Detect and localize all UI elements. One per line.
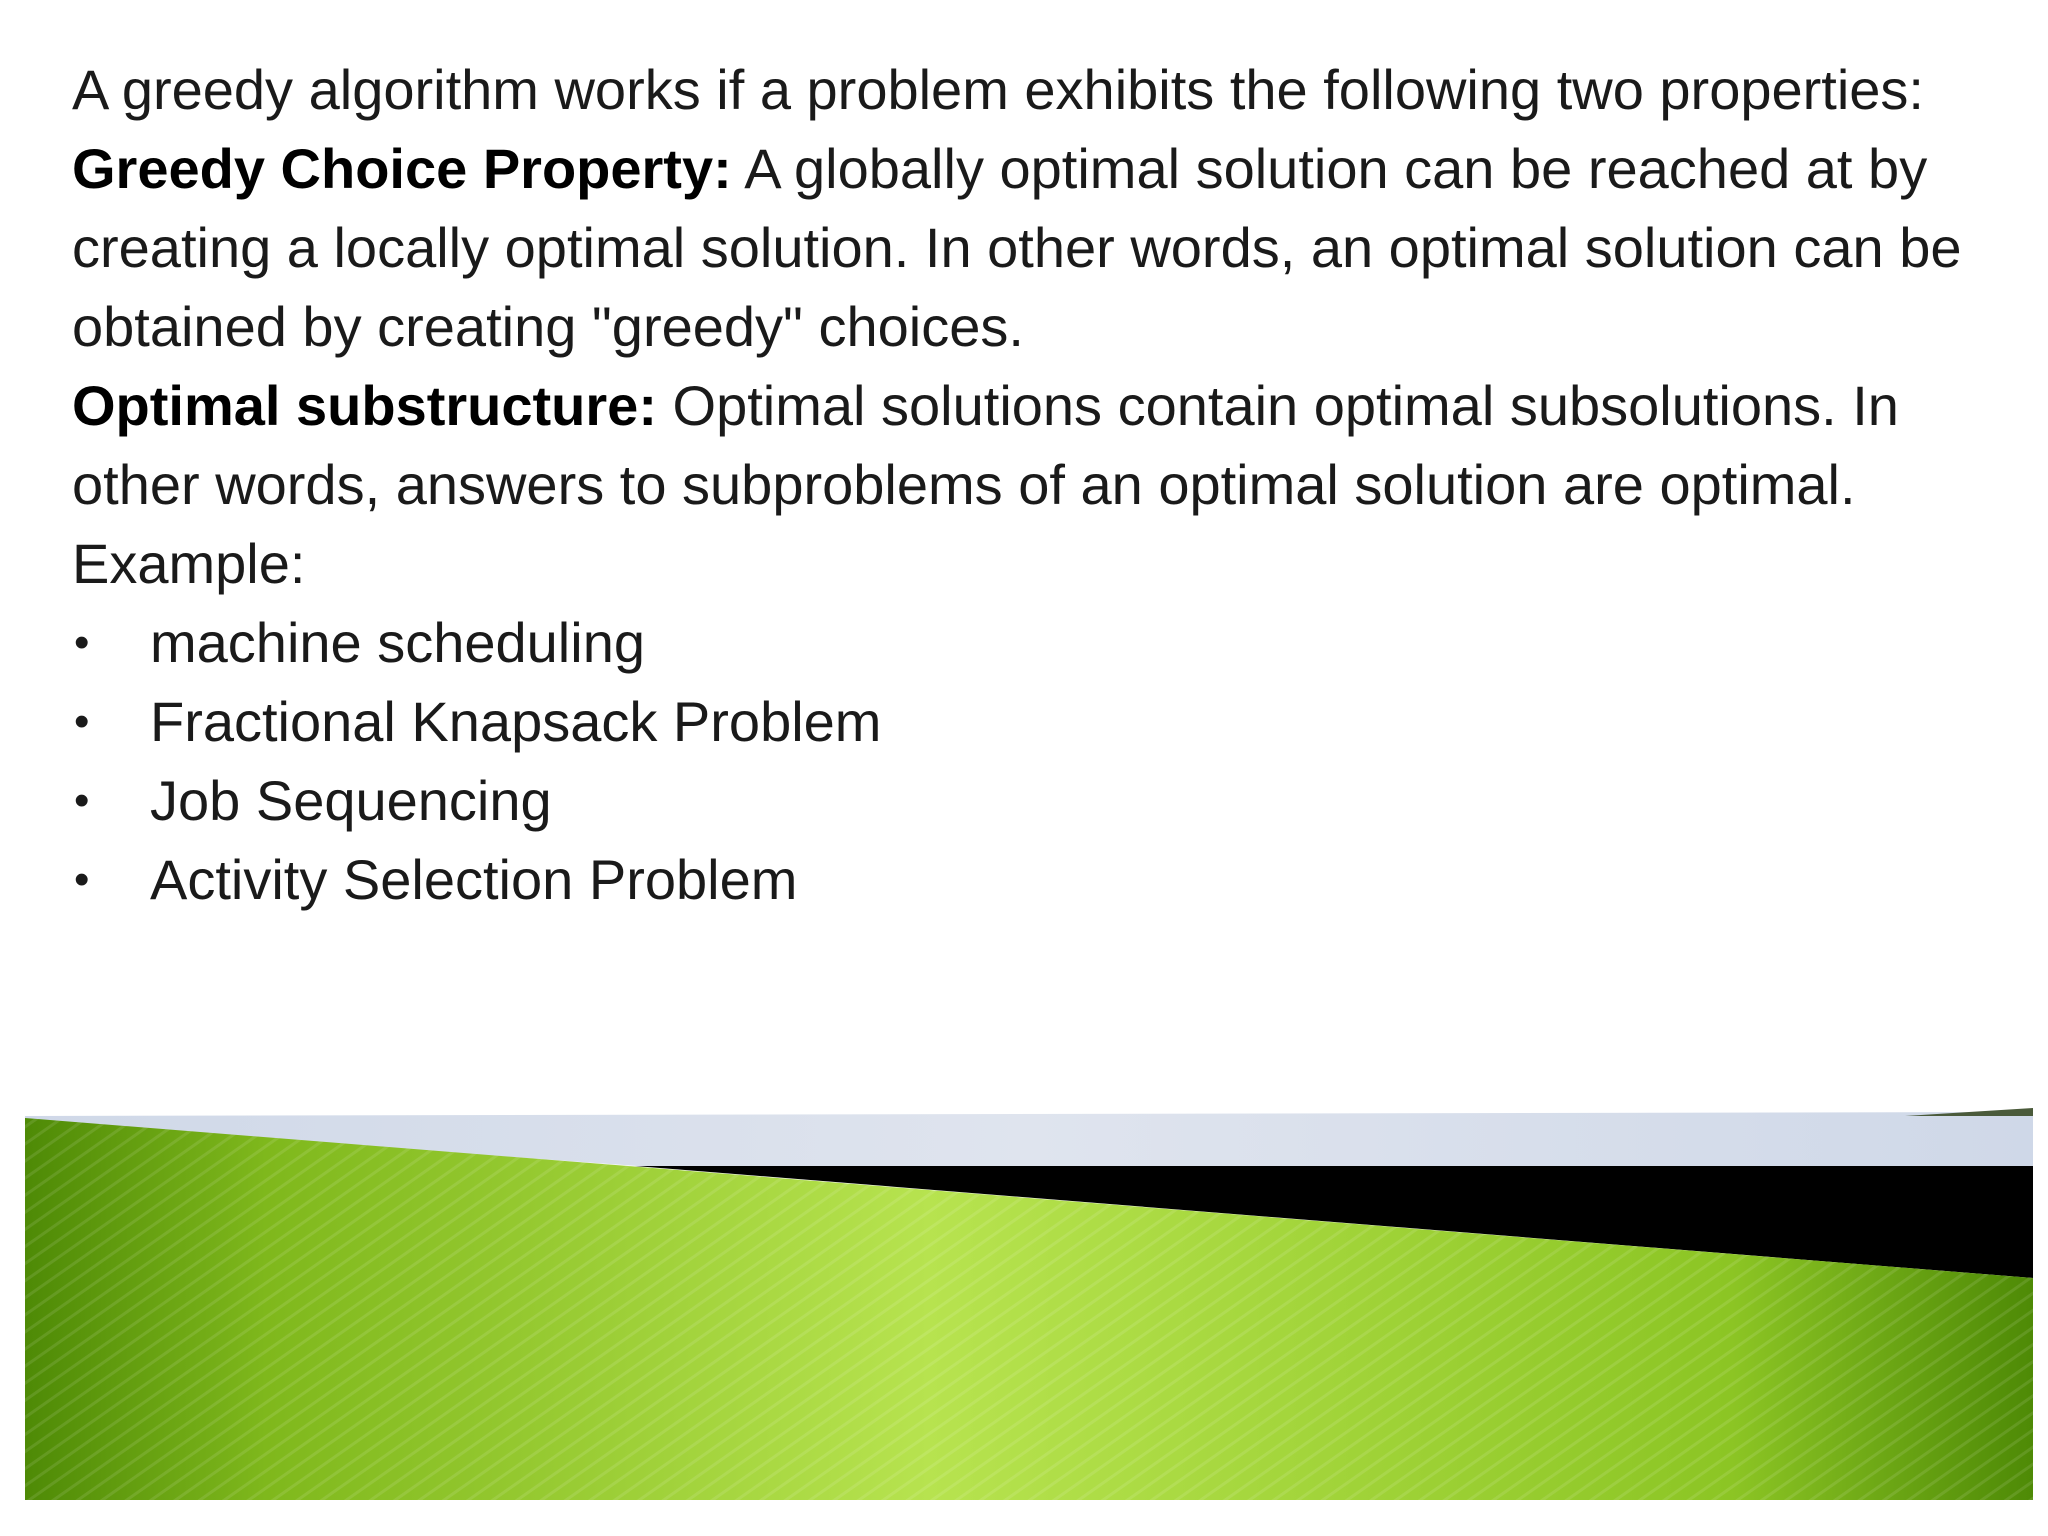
list-item: [72, 840, 2032, 919]
bullet-icon: •: [74, 855, 90, 904]
list-item-label: Job Sequencing: [150, 769, 552, 832]
list-item-label: Fractional Knapsack Problem: [150, 690, 882, 753]
list-item: [72, 603, 2032, 682]
bullet-icon: •: [74, 776, 90, 825]
bullet-icon: •: [74, 618, 90, 667]
examples-list: [72, 603, 2032, 919]
bullet-icon: •: [74, 697, 90, 746]
list-item: [72, 761, 2032, 840]
greedy-choice-paragraph: [72, 129, 2032, 366]
decorative-banner-graphic: [25, 1108, 2033, 1500]
list-item-label: Activity Selection Problem: [150, 848, 798, 911]
list-item: [72, 682, 2032, 761]
list-item-label: machine scheduling: [150, 611, 645, 674]
optimal-substructure-text: Optimal solutions contain optimal subsolutions. In other words, answers to subproblems of an optimal solution are optimal.: [72, 374, 1899, 516]
greedy-choice-text: A globally optimal solution can be reached at by creating a locally optimal solution. In other words, an optimal solution can be obtained by creating "greedy" choices.: [72, 137, 1962, 358]
banner-dark-edge: [1905, 1108, 2033, 1116]
optimal-substructure-paragraph: [72, 366, 2032, 524]
example-label: Example:: [72, 532, 306, 595]
slide-body: [72, 50, 2032, 919]
intro-paragraph: A greedy algorithm works if a problem exhibits the following two properties:: [72, 58, 1924, 121]
greedy-choice-term: Greedy Choice Property:: [72, 137, 732, 200]
optimal-substructure-term: Optimal substructure:: [72, 374, 657, 437]
